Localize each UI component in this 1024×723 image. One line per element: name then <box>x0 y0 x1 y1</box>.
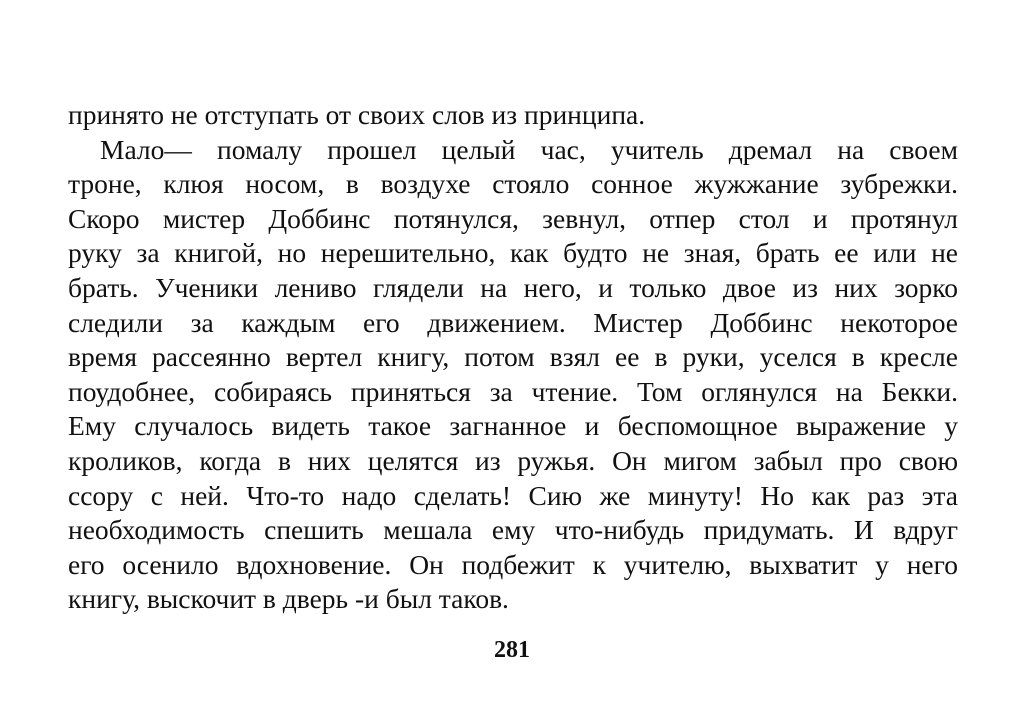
text-line: Ему случалось видеть такое загнанное и беспомощное выражение у <box>68 410 958 442</box>
text-line: кроликов, когда в них целятся из ружья. Он мигом забыл про свою <box>68 444 958 476</box>
text-line: время рассеянно вертел книгу, потом взял ее в руки, уселся в кресле <box>68 341 958 373</box>
text-line: брать. Ученики лениво глядели на него, и только двое из них зорко <box>68 271 958 303</box>
page-number: 281 <box>494 637 530 663</box>
text-line: необходимость спешить мешала ему что-нибудь придумать. И вдруг <box>68 514 958 546</box>
text-line: руку за книгой, но нерешительно, как будто не зная, брать ее или не <box>68 237 958 269</box>
text-line: следили за каждым его движением. Мистер Доббинс некоторое <box>68 306 958 338</box>
text-line: его осенило вдохновение. Он подбежит к учителю, выхватит у него <box>68 548 958 580</box>
body-text <box>68 98 958 617</box>
text-line: поудобнее, собираясь приняться за чтение. Том оглянулся на Бекки. <box>68 375 958 407</box>
paragraph-last-line: книгу, выскочит в дверь -и был таков. <box>68 583 509 615</box>
paragraph-first-line: Мало— помалу прошел целый час, учитель дремал на своем <box>100 133 958 165</box>
text-line: Скоро мистер Доббинс потянулся, зевнул, отпер стол и протянул <box>68 202 958 234</box>
text-line: ссору с ней. Что-то надо сделать! Сию же минуту! Но как раз эта <box>68 479 958 511</box>
text-line: троне, клюя носом, в воздухе стояло сонное жужжание зубрежки. <box>68 168 958 200</box>
text-line: принято не отступать от своих слов из принципа. <box>68 99 646 130</box>
